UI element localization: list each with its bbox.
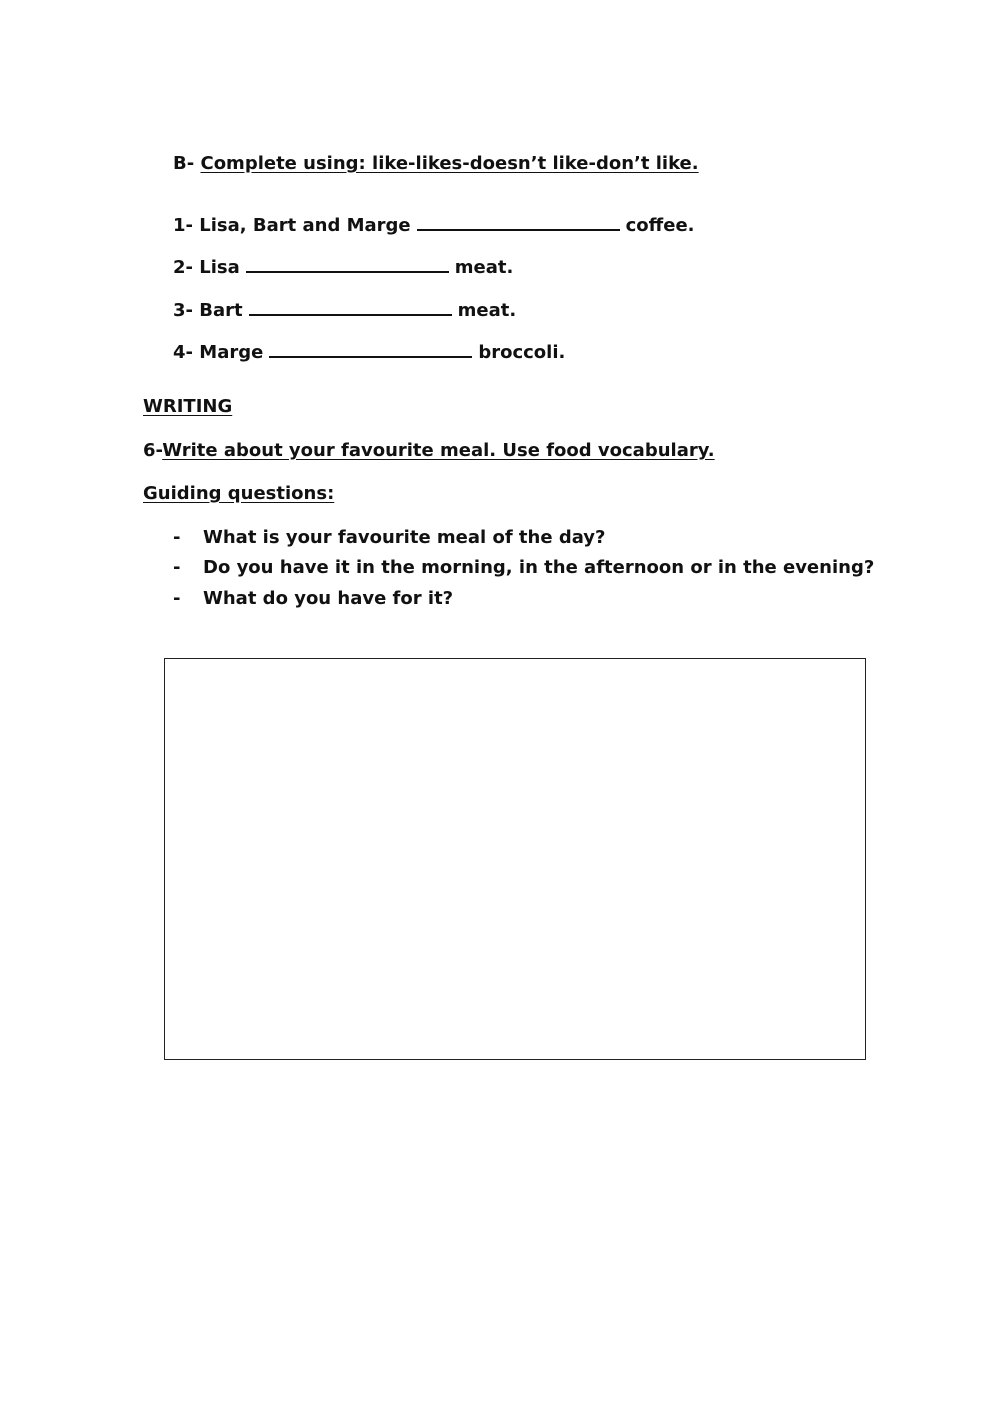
- writing-task: [143, 440, 715, 462]
- bullet-dash: -: [173, 588, 181, 609]
- item-number: 2-: [173, 257, 193, 278]
- item-number: 4-: [173, 342, 193, 363]
- item-subject: Bart: [199, 300, 243, 321]
- item-object: broccoli.: [478, 342, 566, 363]
- answer-blank-2[interactable]: [246, 255, 449, 273]
- exercise-b-prefix: B-: [173, 153, 195, 174]
- item-object: meat.: [454, 257, 514, 278]
- task-number: 6-: [143, 440, 163, 461]
- bullet-dash: -: [173, 527, 181, 548]
- answer-blank-1[interactable]: [417, 213, 620, 231]
- answer-blank-3[interactable]: [249, 298, 452, 316]
- exercise-item-2: [173, 255, 513, 279]
- exercise-item-1: [173, 213, 695, 237]
- guiding-question-1: [173, 527, 605, 549]
- item-object: coffee.: [625, 215, 695, 236]
- question-text: What do you have for it?: [203, 588, 454, 609]
- item-number: 1-: [173, 215, 193, 236]
- item-subject: Lisa: [199, 257, 240, 278]
- writing-heading: WRITING: [143, 396, 233, 417]
- bullet-dash: -: [173, 557, 181, 578]
- guiding-question-2: [173, 557, 874, 579]
- question-text: What is your favourite meal of the day?: [203, 527, 606, 548]
- exercise-b-instruction-text: Complete using: like-likes-doesn’t like-don’t like.: [200, 153, 699, 174]
- item-number: 3-: [173, 300, 193, 321]
- guiding-questions-label: Guiding questions:: [143, 483, 335, 504]
- item-subject: Marge: [199, 342, 264, 363]
- writing-answer-box[interactable]: [164, 658, 866, 1060]
- question-text: Do you have it in the morning, in the afternoon or in the evening?: [203, 557, 875, 578]
- guiding-question-3: [173, 588, 453, 610]
- task-text: Write about your favourite meal. Use food vocabulary.: [162, 440, 715, 461]
- exercise-b-instruction: [173, 153, 699, 175]
- exercise-item-4: [173, 340, 565, 364]
- exercise-item-3: [173, 298, 516, 322]
- answer-blank-4[interactable]: [269, 340, 472, 358]
- item-object: meat.: [457, 300, 517, 321]
- item-subject: Lisa, Bart and Marge: [199, 215, 411, 236]
